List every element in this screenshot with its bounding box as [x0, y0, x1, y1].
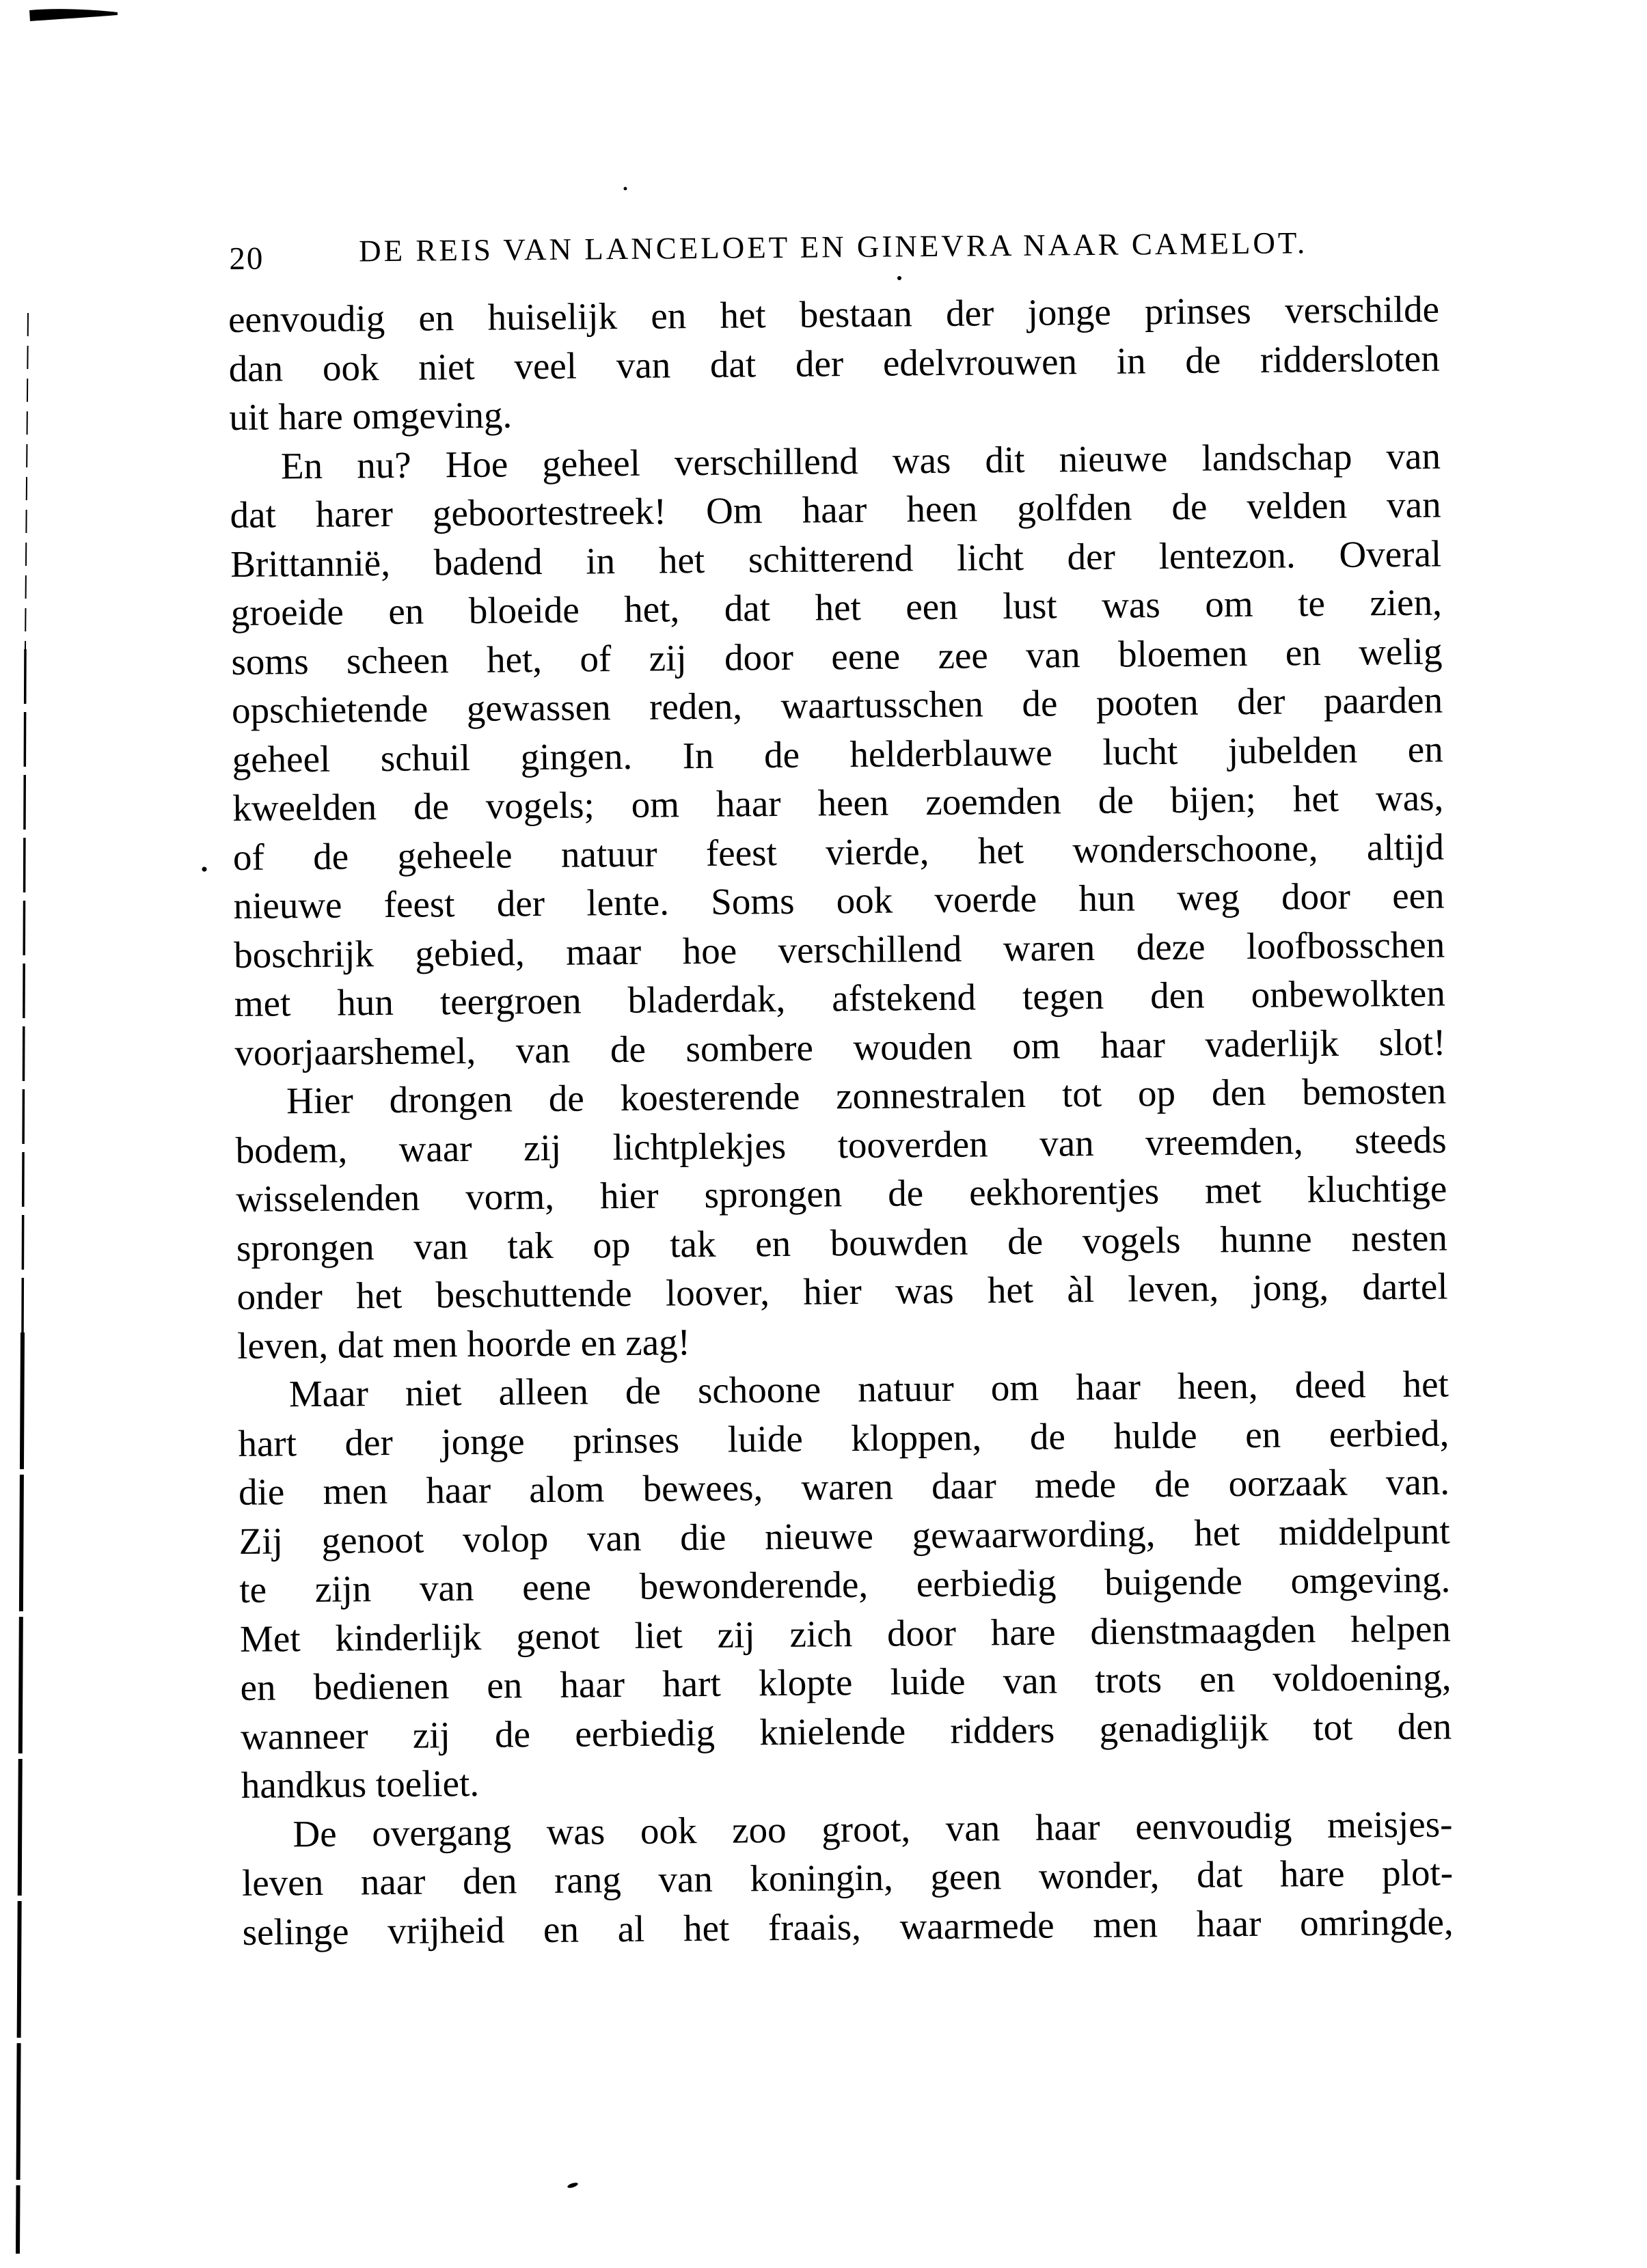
text-line: Hier drongen de koesterende zonnestralen tot op den bemosten [286, 1069, 1447, 1122]
body-text [228, 285, 1454, 1956]
text-line: te zijn van eene bewonderende, eerbiedig buigende omgeving. [239, 1558, 1451, 1611]
text-line: en bedienen en haar hart klopte luide van trots en voldoening, [240, 1656, 1452, 1708]
text-line: Brittannië, badend in het schitterend licht der lentezon. Overal [230, 532, 1442, 585]
ink-speck [567, 2182, 578, 2189]
text-line: nieuwe feest der lente. Soms ook voerde hun weg door een [233, 874, 1445, 927]
text-line: boschrijk gebied, maar hoe verschillend waren deze loofbosschen [233, 923, 1445, 976]
page-number: 20 [229, 241, 264, 277]
left-gutter-line [23, 649, 25, 1333]
text-line: sprongen van tak op tak en bouwden de vogels hunne nesten [236, 1216, 1448, 1269]
text-line: met hun teergroen bladerdak, afstekend tegen den onbewolkten [234, 972, 1446, 1024]
ink-speck [202, 867, 207, 872]
text-line: De overgang was ook zoo groot, van haar eenvoudig meisjes- [292, 1802, 1453, 1855]
text-line: hart der jonge prinses luide kloppen, de hulde en eerbied, [238, 1411, 1449, 1464]
text-line: uit hare omgeving. [229, 394, 513, 438]
text-line: leven naar den rang van koningin, geen wonder, dat hare plot- [241, 1851, 1454, 1904]
ink-speck [624, 187, 627, 191]
text-line: leven, dat men hoorde en zag! [236, 1320, 691, 1367]
left-gutter-line [18, 1333, 23, 2254]
text-line: selinge vrijheid en al het fraais, waarmede men haar omringde, [242, 1900, 1454, 1953]
top-edge-streak-artifact [29, 9, 118, 21]
text-line: voorjaarshemel, van de sombere wouden om haar vaderlijk slot! [234, 1020, 1446, 1074]
text-line: wanneer zij de eerbiedig knielende ridders genadiglijk tot den [240, 1704, 1452, 1758]
text-line: opschietende gewassen reden, waartusschen de pooten der paarden [231, 679, 1443, 731]
page-header [228, 222, 1439, 276]
text-line: soms scheen het, of zij door eene zee van bloemen en welig [231, 630, 1443, 683]
text-line: Zij genoot volop van die nieuwe gewaarwording, het middelpunt [239, 1509, 1450, 1562]
text-line: En nu? Hoe geheel verschillend was dit nieuwe landschap van [280, 435, 1441, 487]
text-line: handkus toeliet. [241, 1762, 480, 1806]
text-line: eenvoudig en huiselijk en het bestaan der jonge prinses verschilde [228, 288, 1440, 340]
running-title: DE REIS VAN LANCELOET EN GINEVRA NAAR CAMELOT. [358, 226, 1308, 269]
text-line: Maar niet alleen de schoone natuur om haar heen, deed het [288, 1363, 1449, 1415]
text-line: geheel schuil gingen. In de helderblauwe lucht jubelden en [232, 728, 1443, 780]
text-line: dat harer geboortestreek! Om haar heen golfden de velden van [230, 483, 1441, 536]
page-content [228, 222, 1454, 1956]
text-line: of de geheele natuur feest vierde, het wonderschoone, altijd [232, 825, 1445, 878]
text-line: groeide en bloeide het, dat het een lust was om te zien, [230, 581, 1443, 633]
text-line: kweelden de vogels; om haar heen zoemden de bijen; het was, [232, 776, 1444, 829]
text-line: wisselenden vorm, hier sprongen de eekhorentjes met kluchtige [236, 1167, 1447, 1220]
text-line: die men haar alom bewees, waren daar mede de oorzaak van. [238, 1460, 1450, 1513]
text-line: onder het beschuttende loover, hier was het àl leven, jong, dartel [236, 1265, 1448, 1317]
text-line: bodem, waar zij lichtplekjes tooverden van vreemden, steeds [235, 1118, 1447, 1171]
text-line: dan ook niet veel van dat der edelvrouwen in de riddersloten [228, 337, 1440, 390]
text-line: Met kinderlijk genot liet zij zich door hare dienstmaagden helpen [239, 1607, 1452, 1660]
left-gutter-line [25, 313, 28, 649]
